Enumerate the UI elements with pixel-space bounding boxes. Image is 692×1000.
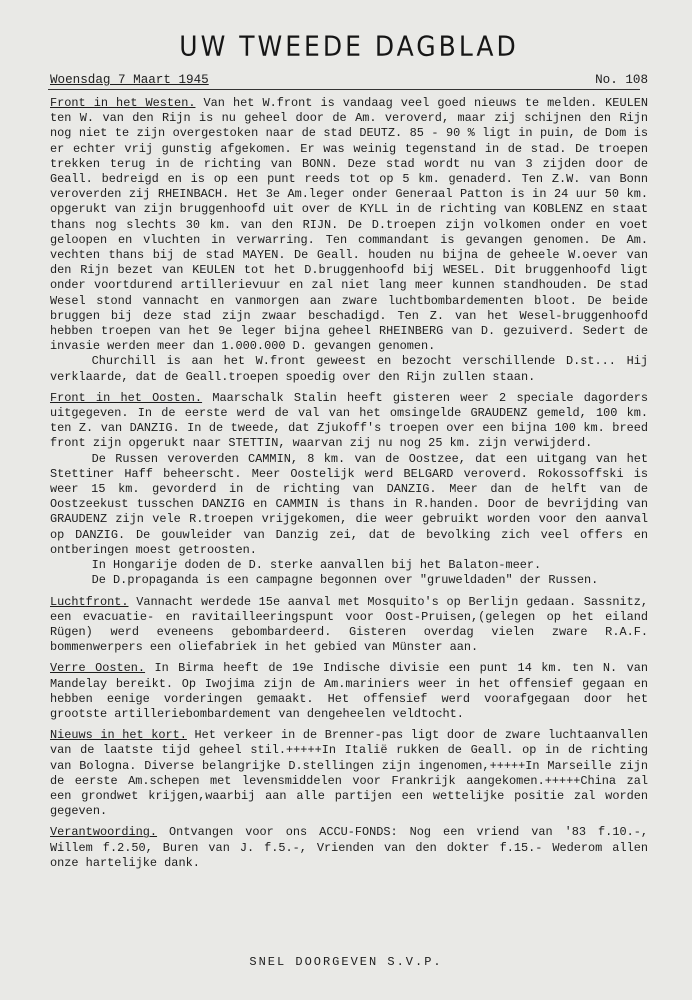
header-rule [48, 89, 640, 90]
section-text: Vannacht werdede 15e aanval met Mosquito's op Berlijn gedaan. Sassnitz, een evacuatie- en ravitailleeringspunt voor Oost-Pruisen,(gelegen op het eiland Rügen) werd eveneens gebombardeerd. Gisteren overdag vielen zware R.A.F. bommenwerpers een oliefabriek in het gebied van Münster aan. [50, 594, 649, 655]
section-paragraph: Churchill is aan het W.front geweest en bezocht verschillende D.st... Hij verklaarde, dat de Geall.troepen spoedig over den Rijn zullen staan. [50, 354, 648, 384]
issue-number: No. 108 [595, 73, 648, 87]
masthead-title: UW TWEEDE DAGBLAD [179, 30, 519, 62]
section-heading: Luchtfront. [50, 594, 129, 609]
section-news-brief [50, 728, 648, 819]
section-heading: Front in het Oosten. [50, 390, 203, 405]
section-heading: Verre Oosten. [50, 661, 146, 676]
section-paragraph: De D.propaganda is een campagne begonnen over "gruweldaden" der Russen. [91, 573, 599, 588]
dateline [50, 73, 648, 87]
section-accountability [50, 825, 648, 871]
section-text: In Birma heeft de 19e Indische divisie een punt 14 km. ten N. van Mandelay bereikt. Op Iwojima zijn de Am.mariniers weer in het offensief gegaan en hebben eenige vorderingen gemaakt. Het offensief werd voorafgegaan door het grootste artilleriebombardement van dengeheelen veldtocht. [50, 661, 649, 721]
section-text: Ontvangen voor ons ACCU-FONDS: Nog een vriend van '83 f.10.-, Willem f.2.50, Buren van J. f.5.-, Vrienden van den dokter f.15.- Wederom allen onze hartelijke dank. [50, 825, 648, 870]
section-text: Maarschalk Stalin heeft gisteren weer 2 speciale dagorders uitgegeven. In de eerste werd de val van het omsingelde GRAUDENZ gemeld, 100 km. ten Z. van DANZIG. In de tweede, dat Zjukoff's troepen over een bijna 100 km. breed front zijn opgerukt naar STETTIN, waarvan zij nu nog 25 km. zijn verwijderd. [50, 390, 648, 451]
section-paragraph: De Russen veroverden CAMMIN, 8 km. van de Oostzee, dat een uitgang van het Stettiner Haff beheerscht. Meer Oostelijk werd BELGARD veroverd. Rokossoffski is weer 15 km. gevorderd in de richting van DANZIG. Meer dan de helft van de Oostzeekust tusschen DANZIG en CAMMIN is thans in R.handen. Door de bevrijding van GRAUDENZ zijn vele R.troepen vrijgekomen, die weer gebruikt worden voor den aanval op DANZIG. De gouwleider van Danzig zei, dat de bevolking zich veel offers en ontberingen moest getroosten. [50, 451, 648, 557]
section-paragraph: In Hongarije doden de D. sterke aanvallen bij het Balaton-meer. [91, 558, 542, 573]
section-text: Van het W.front is vandaag veel goed nieuws te melden. KEULEN ten W. van den Rijn is nu geheel door de Am. veroverd, maar zij schijnen den Rijn nog niet te zijn overgestoken naar de stad DEUTZ. 85 - 90 % ligt in puin, de Dom is er echter vrij gunstig afgekomen. Er was weinig tegenstand in de stad. De troepen trekken terug in de richting van BONN. Deze stad wordt nu van 3 zijden door de Geall. bedreigd en is op een punt reeds tot op 5 km. genaderd. Ten Z.W. van Bonn veroverden zij RHEINBACH. Het 3e Am.leger onder Generaal Patton is in 24 uur 50 km. opgerukt van zijn bruggenhoofd uit over de KYLL in de richting van KOBLENZ en staat thans nog slechts 30 km. van den RIJN. De D.troepen zijn volkomen onder en voet geloopen en vluchten in verwarring. Ten commandant is gevangen genomen. De Am. vechten thans bij de stad MAYEN. De Geall. houden nu bijna de geheele W.oever van den Rijn bezet van KEULEN tot het D.bruggenhoofd bij WESEL. Dit bruggenhoofd ligt onder voortdurend artillerievuur en zal niet lang meer kunnen standhouden. De stad Wesel stond vannacht en vanmorgen aan zware luchtbombardementen bloot. De beide bruggen bij deze stad zijn zwaar beschadigd. Ten Z. van het Wesel-bruggenhoofd hebben troepen van het 9e leger bijna geheel RHEINBERG van D. gezuiverd. Sedert de invasie werden meer dan 1.000.000 D. gevangen genomen. [50, 96, 648, 354]
issue-date: Woensdag 7 Maart 1945 [50, 73, 209, 87]
section-text: Het verkeer in de Brenner-pas ligt door de zware luchtaanvallen van de laatste tijd geheel stil.+++++In Italië rukken de Geall. op in de richting van Bologna. Diverse belangrijke D.stellingen zijn ingenomen,+++++In Marseille zijn de eerste Am.schepen met levensmiddelen voor Frankrijk aangekomen.+++++China zal een grondwet krijgen,waarbij aan alle partijen een wettelijke positie zal worden gegeven. [50, 728, 648, 819]
section-front-west [50, 96, 648, 385]
footer-note: SNEL DOORGEVEN S.V.P. [249, 955, 443, 969]
section-far-east [50, 661, 648, 722]
section-heading: Front in het Westen. [50, 96, 196, 110]
section-air-front [50, 595, 648, 656]
section-heading: Verantwoording. [50, 825, 158, 840]
section-front-east [50, 391, 648, 589]
section-heading: Nieuws in het kort. [50, 728, 187, 743]
